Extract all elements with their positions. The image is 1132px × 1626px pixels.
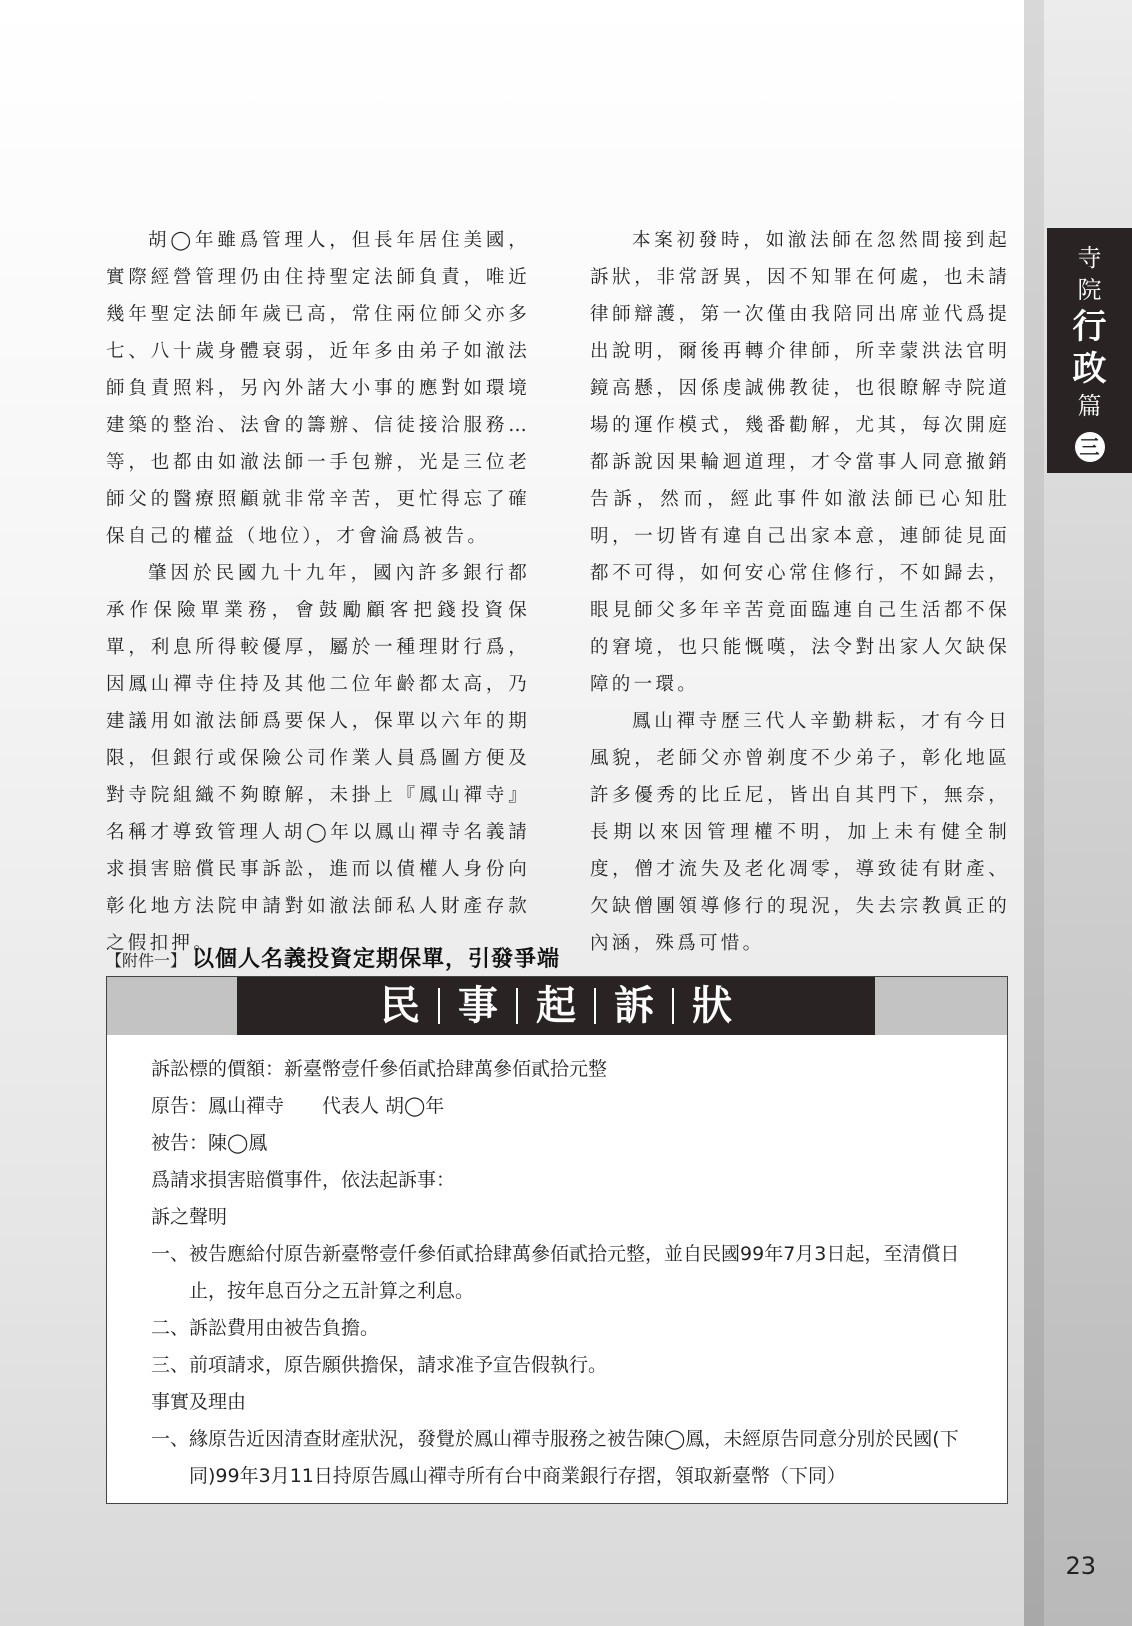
complaint-document-box	[106, 976, 1008, 1504]
paragraph: 肇因於民國九十九年，國內許多銀行都承作保險單業務，會鼓勵顧客把錢投資保單，利息所得較優厚，屬於一種理財行爲，因鳳山禪寺住持及其他二位年齡都太高，乃建議用如澈法師爲要保人，保單以六年的期限，但銀行或保險公司作業人員爲圖方便及對寺院組織不夠瞭解，未掛上『鳳山禪寺』名稱才導致管理人胡◯年以鳳山禪寺名義請求損害賠償民事訴訟，進而以債權人身份向彰化地方法院申請對如澈法師私人財產存款之假扣押。	[106, 563, 530, 954]
title-char: 狀	[692, 982, 732, 1029]
title-char: 民	[380, 982, 420, 1029]
section-tab-char: 政	[1072, 349, 1107, 389]
complaint-section-heading: 事實及理由	[151, 1391, 247, 1413]
fact-item	[151, 1421, 977, 1495]
complaint-body	[107, 1035, 1007, 1495]
complaint-line: 爲請求損害賠償事件，依法起訴事：	[151, 1169, 456, 1191]
claim-item-number: 二、	[151, 1317, 190, 1339]
section-tab-char: 行	[1072, 307, 1107, 347]
claim-item-text: 被告應給付原告新臺幣壹仟參佰貳拾肆萬參佰貳拾元整，並自民國99年7月3日起，至清償日止，按年息百分之五計算之利息。	[189, 1243, 960, 1302]
section-number-badge: 三	[1075, 432, 1105, 462]
claim-item-number: 一、	[151, 1243, 190, 1265]
title-char: 起	[536, 982, 576, 1029]
claim-item	[151, 1347, 977, 1384]
paragraph: 鳳山禪寺歷三代人辛勤耕耘，才有今日風貌，老師父亦曾剃度不少弟子，彰化地區許多優秀的比丘尼，皆出自其門下，無奈，長期以來因管理權不明，加上未有健全制度，僧才流失及老化凋零，導致徒有財產、欠缺僧團領導修行的現況，失去宗教眞正的內涵，殊爲可惜。	[590, 711, 1010, 954]
complaint-header	[107, 977, 1007, 1035]
claim-item-text: 訴訟費用由被告負擔。	[189, 1317, 380, 1339]
claim-item-text: 前項請求，原告願供擔保，請求准予宣告假執行。	[189, 1354, 608, 1376]
claim-item-number: 三、	[151, 1354, 190, 1376]
complaint-line: 被告：陳◯鳳	[151, 1132, 268, 1154]
page-number: 23	[1065, 1552, 1096, 1580]
right-text-column	[590, 222, 1010, 962]
claim-item	[151, 1310, 977, 1347]
fact-item-number: 一、	[151, 1428, 190, 1450]
section-tab-char: 寺	[1077, 244, 1102, 272]
paragraph: 胡◯年雖爲管理人，但長年居住美國，實際經營管理仍由住持聖定法師負責，唯近幾年聖定法師年歲已高，常住兩位師父亦多七、八十歲身體衰弱，近年多由弟子如澈法師負責照料，另內外諸大小事的應對如環境建築的整治、法會的籌辦、信徒接洽服務…等，也都由如澈法師一手包辦，光是三位老師父的醫療照顧就非常辛苦，更忙得忘了確保自己的權益（地位），才會淪爲被告。	[106, 230, 530, 547]
claim-item	[151, 1236, 977, 1310]
title-char: 事	[458, 982, 498, 1029]
fact-item-text: 緣原告近因清查財產狀況，發覺於鳳山禪寺服務之被告陳◯鳳，未經原告同意分別於民國(下同)99年3月11日持原告鳳山禪寺所有台中商業銀行存摺，領取新臺幣（下同）	[189, 1428, 959, 1487]
attachment-title: 以個人名義投資定期保單，引發爭端	[192, 947, 561, 972]
attachment-tag: 【附件一】	[106, 951, 187, 970]
complaint-title-bar	[237, 977, 875, 1035]
complaint-line: 原告：鳳山禪寺 代表人 胡◯年	[151, 1095, 445, 1117]
margin-stripe	[1024, 0, 1044, 1626]
section-tab-char: 篇	[1077, 392, 1102, 420]
complaint-line: 訴訟標的價額：新臺幣壹仟參佰貳拾肆萬參佰貳拾元整	[151, 1058, 608, 1080]
section-tab-char: 院	[1077, 276, 1102, 304]
title-char: 訴	[614, 982, 654, 1029]
paragraph: 本案初發時，如澈法師在忽然間接到起訴狀，非常訝異，因不知罪在何處，也未請律師辯護，第一次僅由我陪同出席並代爲提出說明，爾後再轉介律師，所幸蒙洪法官明鏡高懸，因係虔誠佛教徒，也很瞭解寺院道場的運作模式，幾番勸解，尤其，每次開庭都訴說因果輪迴道理，才令當事人同意撤銷告訴，然而，經此事件如澈法師已心知肚明，一切皆有違自己出家本意，連師徒見面都不可得，如何安心常住修行，不如歸去，眼見師父多年辛苦竟面臨連自己生活都不保的窘境，也只能慨嘆，法令對出家人欠缺保障的一環。	[590, 230, 1010, 695]
section-tab	[1047, 228, 1132, 473]
complaint-line: 訴之聲明	[151, 1206, 228, 1228]
attachment-caption	[106, 942, 560, 973]
left-text-column	[106, 222, 530, 962]
